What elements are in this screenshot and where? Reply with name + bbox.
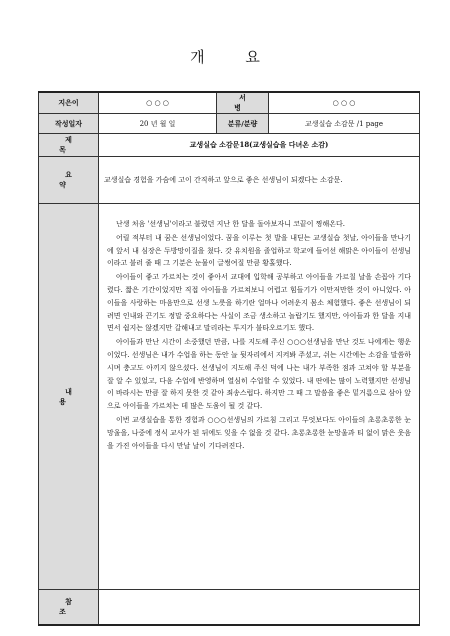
lecturer-value: ○ ○ ○ <box>269 92 420 114</box>
summary-row <box>39 157 420 204</box>
content-paragraph: 아이들과 만난 시간이 소중했던 만큼, 나를 지도해 주신 ○○○선생님을 만난 것도 나에게는 행운이었다. 선생님은 내가 수업을 하는 동안 늘 뒷자리에서 지켜봐 주셨고, 쉬는 시간에는 소감을 말씀하시며 충고도 아끼지 않으셨다. 선생님이 지도해 주신 덕에 나는 내가 부족한 점과 고쳐야 할 부분을 잘 알 수 있었고, 다음 수업에 반영하며 열심히 수업할 수 있었다. 내 딴에는 많이 노력했지만 선생님이 바라시는 만큼 잘 하지 못한 것 같아 죄송스럽다. 하지만 그 때 그 말씀을 좋은 밑거름으로 삼아 앞으로 아이들을 가르치는 데 많은 도움이 될 것 같다. <box>107 338 411 411</box>
overview-form-table <box>38 91 420 626</box>
author-row <box>39 92 420 114</box>
content-paragraph: 아이들이 좋고 가르치는 것이 좋아서 교대에 입학해 공부하고 아이들을 가르칠 날을 손꼽아 기다렸다. 짧은 기간이었지만 직접 아이들을 가르쳐보니 어렵고 힘들기가 이만저만한 것이 아니었다. 아이들을 사랑하는 마음만으로 선생 노릇을 하기란 얼마나 어려운지 몸소 체험했다. 좋은 선생님이 되려면 인내와 끈기도 정말 중요하다는 사실이 조금 생소하고 놀랍기도 했지만, 아이들과 한 달을 지내면서 쉽지는 않겠지만 갈해내고 말리라는 투지가 불타오르기도 했다. <box>107 273 411 333</box>
reference-label: 참 조 <box>39 590 99 626</box>
reference-value <box>99 590 420 626</box>
content-body <box>99 204 420 590</box>
summary-text: 교생실습 경험을 가슴에 고이 간직하고 앞으로 좋은 선생님이 되겠다는 소감문. <box>99 157 420 204</box>
content-row <box>39 204 420 590</box>
date-row <box>39 114 420 134</box>
reference-row <box>39 590 420 626</box>
date-value: 20 년 월 일 <box>99 114 217 134</box>
author-label: 지은이 <box>39 92 99 114</box>
title-label: 제 목 <box>39 134 99 157</box>
category-value: 교생실습 소감문 /1 page <box>269 114 420 134</box>
lecturer-label: 서 병 <box>217 92 269 114</box>
page-title: 개 요 <box>190 48 278 66</box>
author-value: ○ ○ ○ <box>99 92 217 114</box>
content-paragraph: 이번 교생실습을 통한 경험과 ○○○선생님의 가르침 그리고 무엇보다도 아이들의 초롱초롱한 눈망울을, 나중에 정식 교사가 된 뒤에도 잊을 수 없을 것 같다. 초롱초롱한 눈망울과 티 없이 맑은 웃음을 가진 아이들을 다시 만날 날이 기다려진다. <box>107 415 411 450</box>
content-paragraph: 난생 처음 '선생님'이라고 불렸던 지난 한 달을 돌아보자니 코끝이 찡해온다. <box>116 220 345 228</box>
category-label: 분류/분량 <box>217 114 269 134</box>
date-label: 작성일자 <box>39 114 99 134</box>
content-paragraph: 어릴 적부터 내 꿈은 선생님이었다. 꿈을 이루는 첫 발을 내딛는 교생실습 첫날, 아이들을 만나기에 앞서 내 심장은 두방망이질을 쳤다. 갓 유치원을 졸업하고 학교에 들어선 해맑은 아이들이 선생님이라고 불러 줄 때 그 기분은 눈물이 글썽여질 만큼 황홀했다. <box>107 233 411 268</box>
content-label: 내 용 <box>39 204 99 590</box>
summary-label: 요 약 <box>39 157 99 204</box>
document-title: 교생실습 소감문18(교생실습을 다녀온 소감) <box>99 134 420 157</box>
title-row <box>39 134 420 157</box>
